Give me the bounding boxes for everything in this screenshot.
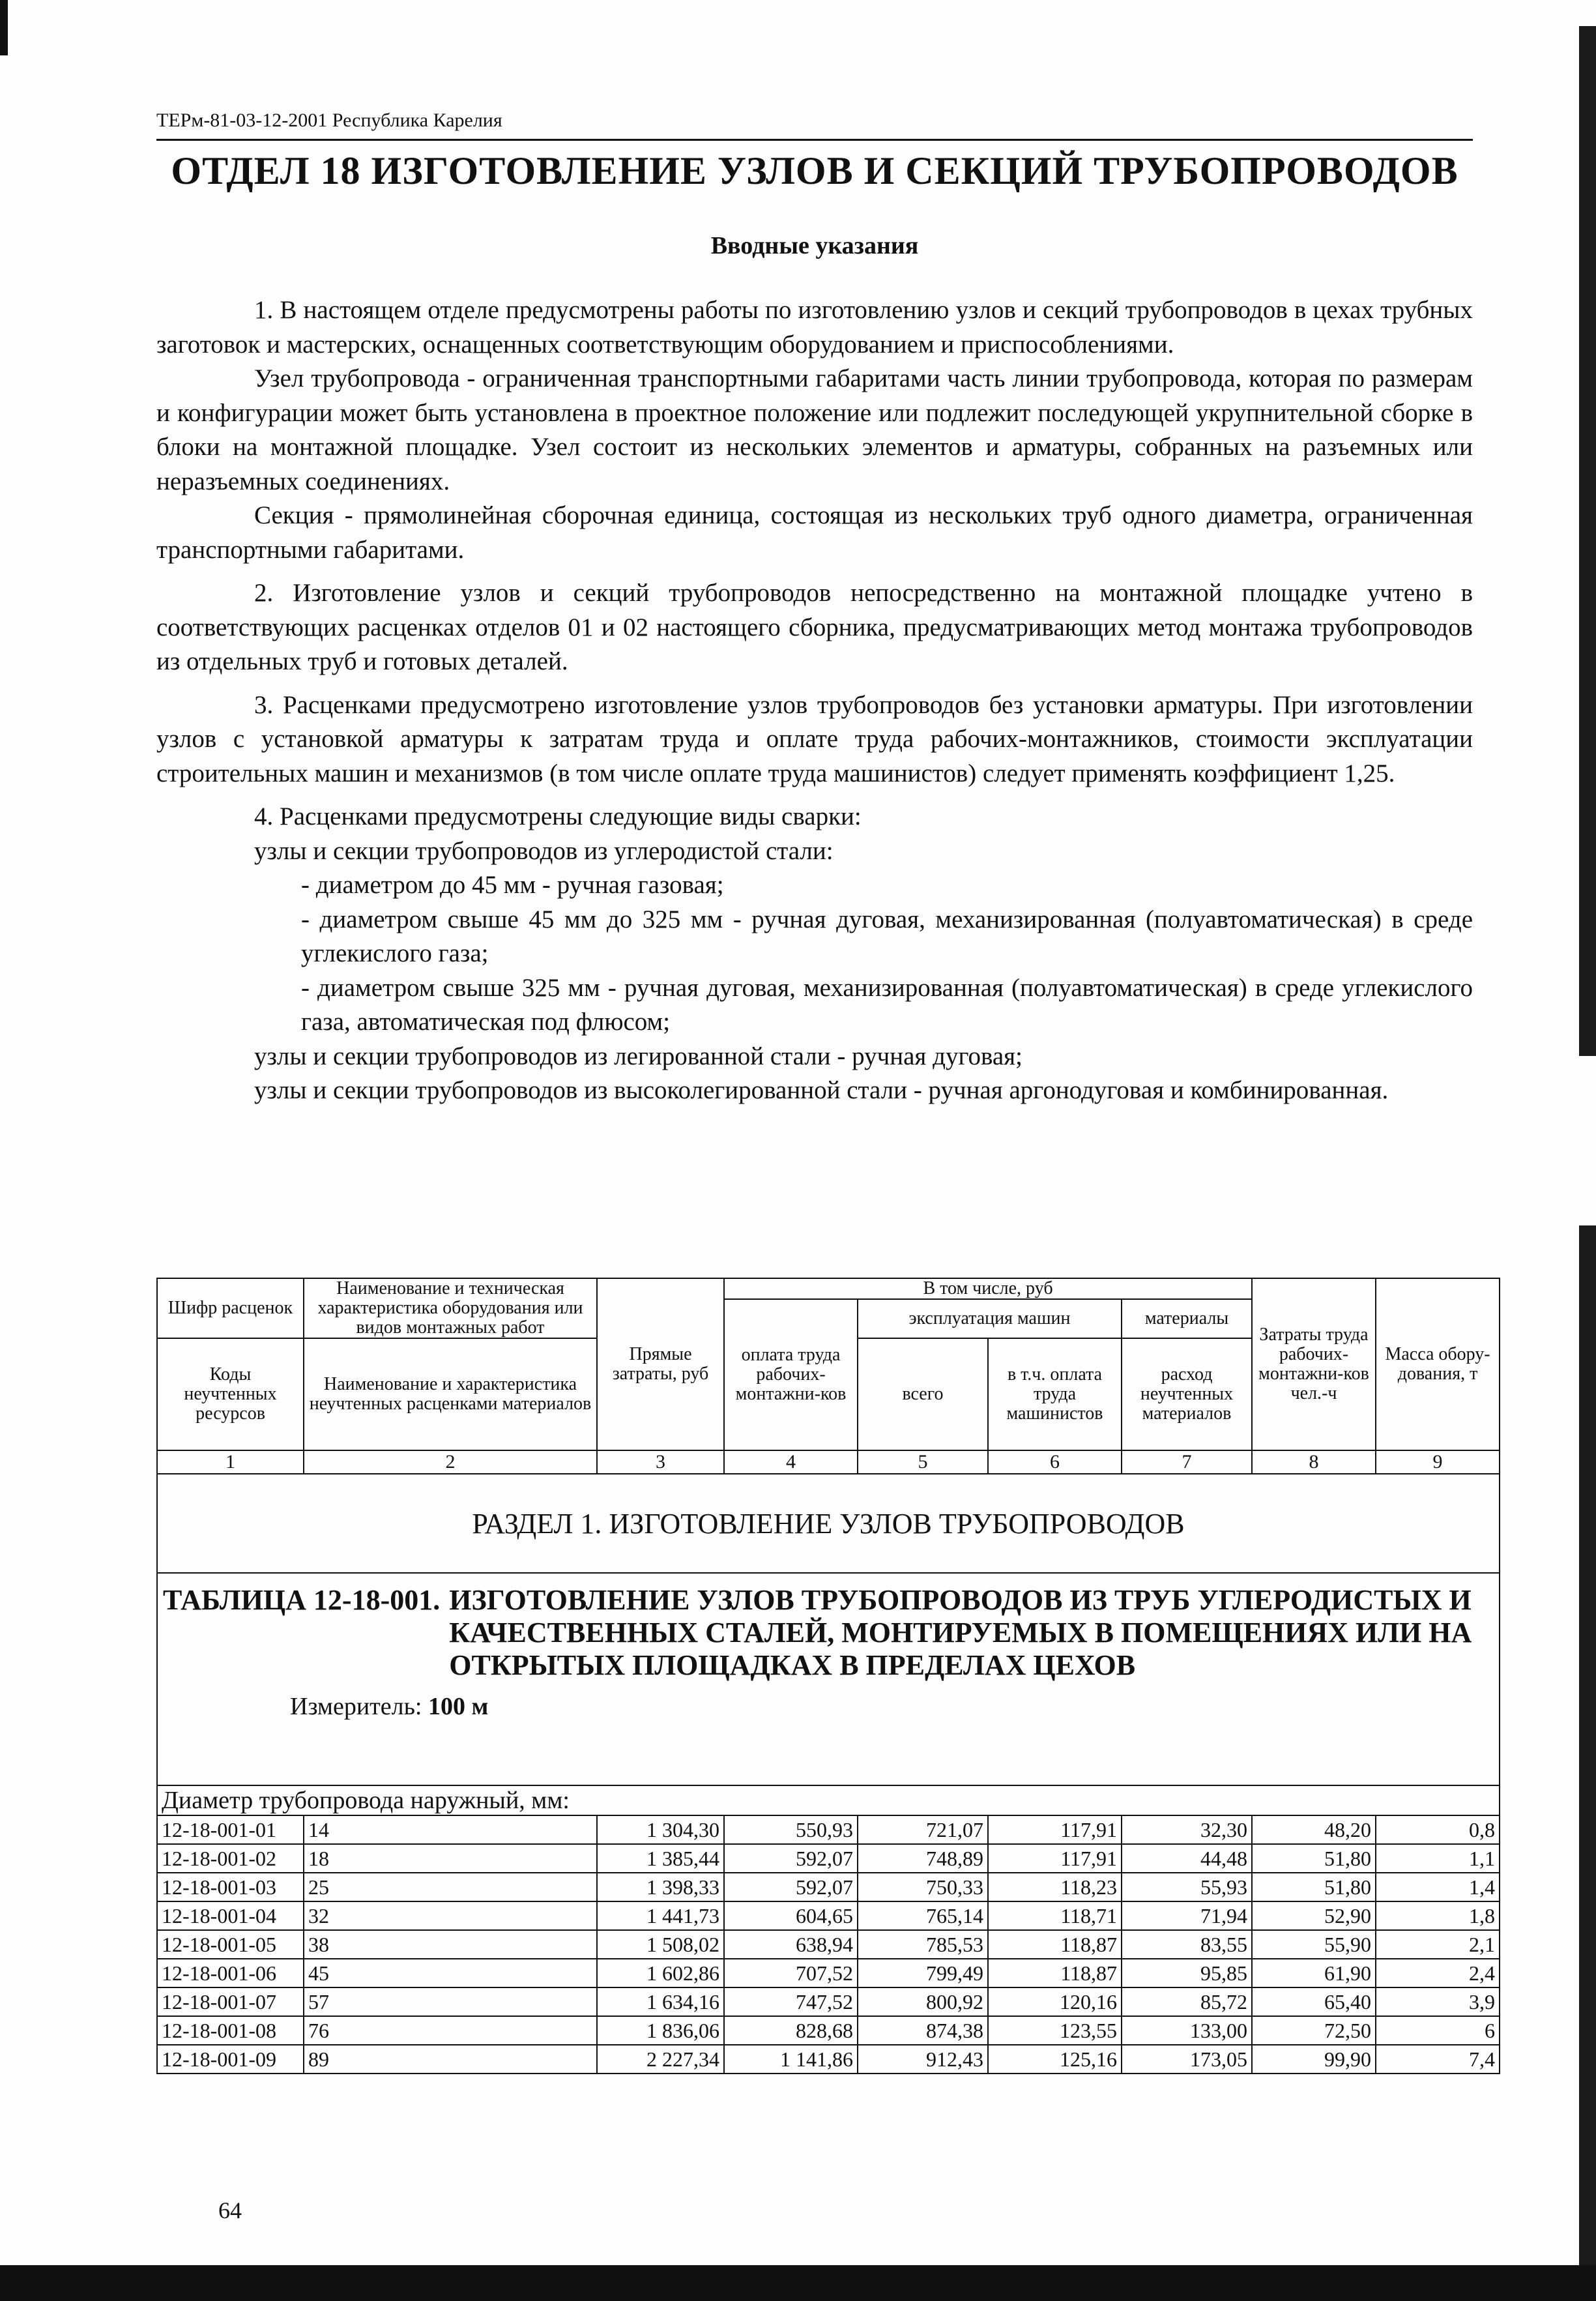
scan-edge	[0, 0, 8, 55]
direct-costs: 1 441,73	[597, 1901, 724, 1930]
table-row	[157, 1959, 1500, 1987]
rate-code: 12-18-001-08	[157, 2016, 304, 2045]
header-labor-pay: оплата труда рабочих-монтажни-ков	[724, 1299, 858, 1450]
rates-table	[156, 1278, 1500, 2074]
machines-total: 748,89	[858, 1844, 988, 1873]
rate-code: 12-18-001-09	[157, 2045, 304, 2074]
pipe-diameter: 14	[304, 1815, 597, 1844]
pipe-diameter: 25	[304, 1873, 597, 1901]
paragraph: - диаметром свыше 45 мм до 325 мм - ручная дуговая, механизированная (полуавтоматическая) в среде углекислого газа;	[301, 905, 1473, 967]
column-number: 5	[858, 1450, 988, 1474]
table-number: ТАБЛИЦА 12-18-001.	[163, 1584, 441, 1616]
column-number: 4	[724, 1450, 858, 1474]
labor-hours: 55,90	[1252, 1930, 1376, 1959]
material-usage: 44,48	[1122, 1844, 1252, 1873]
direct-costs: 1 634,16	[597, 1987, 724, 2016]
machinist-pay: 117,91	[988, 1844, 1122, 1873]
material-usage: 133,00	[1122, 2016, 1252, 2045]
table-title: ИЗГОТОВЛЕНИЕ УЗЛОВ ТРУБОПРОВОДОВ ИЗ ТРУБ УГЛЕРОДИСТЫХ И КАЧЕСТВЕННЫХ СТАЛЕЙ, МОНТИРУЕМЫХ В ПОМЕЩЕНИЯХ ИЛИ НА ОТКРЫТЫХ ПЛОЩАДКАХ В ПРЕДЕЛАХ ЦЕХОВ	[449, 1584, 1472, 1681]
rate-code: 12-18-001-07	[157, 1987, 304, 2016]
table-row	[157, 2016, 1500, 2045]
header-material-usage: расход неучтенных материалов	[1122, 1338, 1252, 1450]
header-rule	[156, 139, 1473, 141]
header-including: В том числе, руб	[724, 1278, 1252, 1299]
paragraph: - диаметром свыше 325 мм - ручная дуговая, механизированная (полуавтоматическая) в среде углекислого газа, автоматическая под флюсом;	[301, 973, 1473, 1036]
pipe-diameter: 32	[304, 1901, 597, 1930]
machinist-pay: 125,16	[988, 2045, 1122, 2074]
header-name: Наименование и техническая характеристика оборудования или видов монтажных работ	[304, 1278, 597, 1338]
paragraph: узлы и секции трубопроводов из высоколегированной стали - ручная аргонодуговая и комбинированная.	[254, 1076, 1389, 1104]
measure-label: Измеритель:	[290, 1693, 422, 1720]
column-number: 2	[304, 1450, 597, 1474]
page-number: 64	[218, 2197, 242, 2223]
labor-hours: 48,20	[1252, 1815, 1376, 1844]
machines-total: 800,92	[858, 1987, 988, 2016]
header-machines-total: всего	[858, 1338, 988, 1450]
material-usage: 55,93	[1122, 1873, 1252, 1901]
machinist-pay: 120,16	[988, 1987, 1122, 2016]
paragraph: 4. Расценками предусмотрены следующие виды сварки:	[254, 802, 862, 830]
material-usage: 85,72	[1122, 1987, 1252, 2016]
header-mass: Масса обору-дования, т	[1376, 1278, 1500, 1450]
column-number: 7	[1122, 1450, 1252, 1474]
table-row	[157, 1844, 1500, 1873]
column-number: 1	[157, 1450, 304, 1474]
labor-pay: 592,07	[724, 1873, 858, 1901]
section-heading: РАЗДЕЛ 1. ИЗГОТОВЛЕНИЕ УЗЛОВ ТРУБОПРОВОДОВ	[157, 1474, 1500, 1573]
paragraph: 3. Расценками предусмотрено изготовление узлов трубопроводов без установки арматуры. При изготовлении узлов с установкой арматуры к затратам труда и оплате труда рабочих-монтажников, стоимости эксплуатации строительных машин и механизмов (в том числе оплате труда машинистов) следует применять коэффициент 1,25.	[156, 690, 1473, 787]
machines-total: 750,33	[858, 1873, 988, 1901]
paragraph: Узел трубопровода - ограниченная транспортными габаритами часть линии трубопровода, которая по размерам и конфигурации может быть установлена в проектное положение или подлежит последующей укрупнительной сборке в блоки на монтажной площадке. Узел состоит из нескольких элементов и арматуры, собранных на разъемных или неразъемных соединениях.	[156, 364, 1473, 495]
machinist-pay: 123,55	[988, 2016, 1122, 2045]
machines-total: 912,43	[858, 2045, 988, 2074]
table-caption	[157, 1573, 1500, 1785]
labor-pay: 828,68	[724, 2016, 858, 2045]
section-title: ОТДЕЛ 18 ИЗГОТОВЛЕНИЕ УЗЛОВ И СЕКЦИЙ ТРУБОПРОВОДОВ	[171, 149, 1458, 192]
column-number: 3	[597, 1450, 724, 1474]
equipment-mass: 3,9	[1376, 1987, 1500, 2016]
scan-edge-gap	[1576, 1056, 1596, 1225]
scan-edge	[0, 2265, 1596, 2301]
equipment-mass: 6	[1376, 2016, 1500, 2045]
direct-costs: 2 227,34	[597, 2045, 724, 2074]
direct-costs: 1 304,30	[597, 1815, 724, 1844]
column-number: 9	[1376, 1450, 1500, 1474]
labor-pay: 707,52	[724, 1959, 858, 1987]
equipment-mass: 1,1	[1376, 1844, 1500, 1873]
column-number: 8	[1252, 1450, 1376, 1474]
paragraph: 1. В настоящем отделе предусмотрены работы по изготовлению узлов и секций трубопроводов в цехах трубных заготовок и мастерских, оснащенных соответствующим оборудованием и приспособлениями.	[156, 296, 1473, 359]
material-usage: 95,85	[1122, 1959, 1252, 1987]
header-code-resources: Коды неучтенных ресурсов	[157, 1338, 304, 1450]
rate-code: 12-18-001-05	[157, 1930, 304, 1959]
labor-hours: 52,90	[1252, 1901, 1376, 1930]
labor-hours: 72,50	[1252, 2016, 1376, 2045]
material-usage: 173,05	[1122, 2045, 1252, 2074]
rate-code: 12-18-001-03	[157, 1873, 304, 1901]
labor-hours: 99,90	[1252, 2045, 1376, 2074]
labor-pay: 592,07	[724, 1844, 858, 1873]
labor-hours: 65,40	[1252, 1987, 1376, 2016]
labor-pay: 747,52	[724, 1987, 858, 2016]
material-usage: 71,94	[1122, 1901, 1252, 1930]
table-row	[157, 1901, 1500, 1930]
equipment-mass: 1,8	[1376, 1901, 1500, 1930]
table-row	[157, 1815, 1500, 1844]
machines-total: 785,53	[858, 1930, 988, 1959]
table-row	[157, 1930, 1500, 1959]
labor-pay: 604,65	[724, 1901, 858, 1930]
diameter-label: Диаметр трубопровода наружный, мм:	[157, 1785, 1500, 1815]
table-body	[157, 1815, 1500, 2074]
pipe-diameter: 45	[304, 1959, 597, 1987]
machinist-pay: 117,91	[988, 1815, 1122, 1844]
header-machinist-pay: в т.ч. оплата труда машинистов	[988, 1338, 1122, 1450]
labor-hours: 61,90	[1252, 1959, 1376, 1987]
equipment-mass: 1,4	[1376, 1873, 1500, 1901]
machines-total: 799,49	[858, 1959, 988, 1987]
material-usage: 32,30	[1122, 1815, 1252, 1844]
equipment-mass: 2,4	[1376, 1959, 1500, 1987]
direct-costs: 1 385,44	[597, 1844, 724, 1873]
column-numbers-row	[157, 1450, 1500, 1474]
rate-code: 12-18-001-01	[157, 1815, 304, 1844]
machines-total: 874,38	[858, 2016, 988, 2045]
direct-costs: 1 398,33	[597, 1873, 724, 1901]
machines-total: 765,14	[858, 1901, 988, 1930]
measure-value: 100 м	[428, 1693, 489, 1720]
pipe-diameter: 76	[304, 2016, 597, 2045]
direct-costs: 1 836,06	[597, 2016, 724, 2045]
machinist-pay: 118,87	[988, 1959, 1122, 1987]
rate-code: 12-18-001-04	[157, 1901, 304, 1930]
table-row	[157, 1987, 1500, 2016]
labor-pay: 638,94	[724, 1930, 858, 1959]
measure	[290, 1692, 1494, 1721]
material-usage: 83,55	[1122, 1930, 1252, 1959]
pipe-diameter: 89	[304, 2045, 597, 2074]
equipment-mass: 0,8	[1376, 1815, 1500, 1844]
paragraph: узлы и секции трубопроводов из легированной стали - ручная дуговая;	[254, 1042, 1023, 1070]
intro-text	[156, 293, 1473, 1108]
header-materials: материалы	[1122, 1299, 1252, 1338]
direct-costs: 1 508,02	[597, 1930, 724, 1959]
paragraph: узлы и секции трубопроводов из углеродистой стали:	[254, 836, 834, 865]
pipe-diameter: 57	[304, 1987, 597, 2016]
table-row	[157, 2045, 1500, 2074]
paragraph: Секция - прямолинейная сборочная единица, состоящая из нескольких труб одного диаметра, ограниченная транспортными габаритами.	[156, 501, 1473, 564]
labor-pay: 1 141,86	[724, 2045, 858, 2074]
paragraph: 2. Изготовление узлов и секций трубопроводов непосредственно на монтажной площадке учтено в соответствующих расценках отделов 01 и 02 настоящего сборника, предусматривающих метод монтажа трубопроводов из отдельных труб и готовых деталей.	[156, 579, 1473, 675]
paragraph: - диаметром до 45 мм - ручная газовая;	[301, 871, 724, 899]
header-name-materials: Наименование и характеристика неучтенных расценками материалов	[304, 1338, 597, 1450]
header-code: Шифр расценок	[157, 1278, 304, 1338]
equipment-mass: 2,1	[1376, 1930, 1500, 1959]
labor-hours: 51,80	[1252, 1873, 1376, 1901]
column-number: 6	[988, 1450, 1122, 1474]
pipe-diameter: 18	[304, 1844, 597, 1873]
header-machines: эксплуатация машин	[858, 1299, 1122, 1338]
machines-total: 721,07	[858, 1815, 988, 1844]
header-direct-costs: Прямые затраты, руб	[597, 1278, 724, 1450]
labor-pay: 550,93	[724, 1815, 858, 1844]
subsection-title: Вводные указания	[710, 232, 919, 259]
running-header: ТЕРм-81-03-12-2001 Республика Карелия	[156, 110, 502, 131]
machinist-pay: 118,23	[988, 1873, 1122, 1901]
pipe-diameter: 38	[304, 1930, 597, 1959]
table-row	[157, 1873, 1500, 1901]
machinist-pay: 118,87	[988, 1930, 1122, 1959]
rate-code: 12-18-001-02	[157, 1844, 304, 1873]
rate-code: 12-18-001-06	[157, 1959, 304, 1987]
direct-costs: 1 602,86	[597, 1959, 724, 1987]
labor-hours: 51,80	[1252, 1844, 1376, 1873]
header-labor-hours: Затраты труда рабочих-монтажни-ков чел.-ч	[1252, 1278, 1376, 1450]
equipment-mass: 7,4	[1376, 2045, 1500, 2074]
machinist-pay: 118,71	[988, 1901, 1122, 1930]
